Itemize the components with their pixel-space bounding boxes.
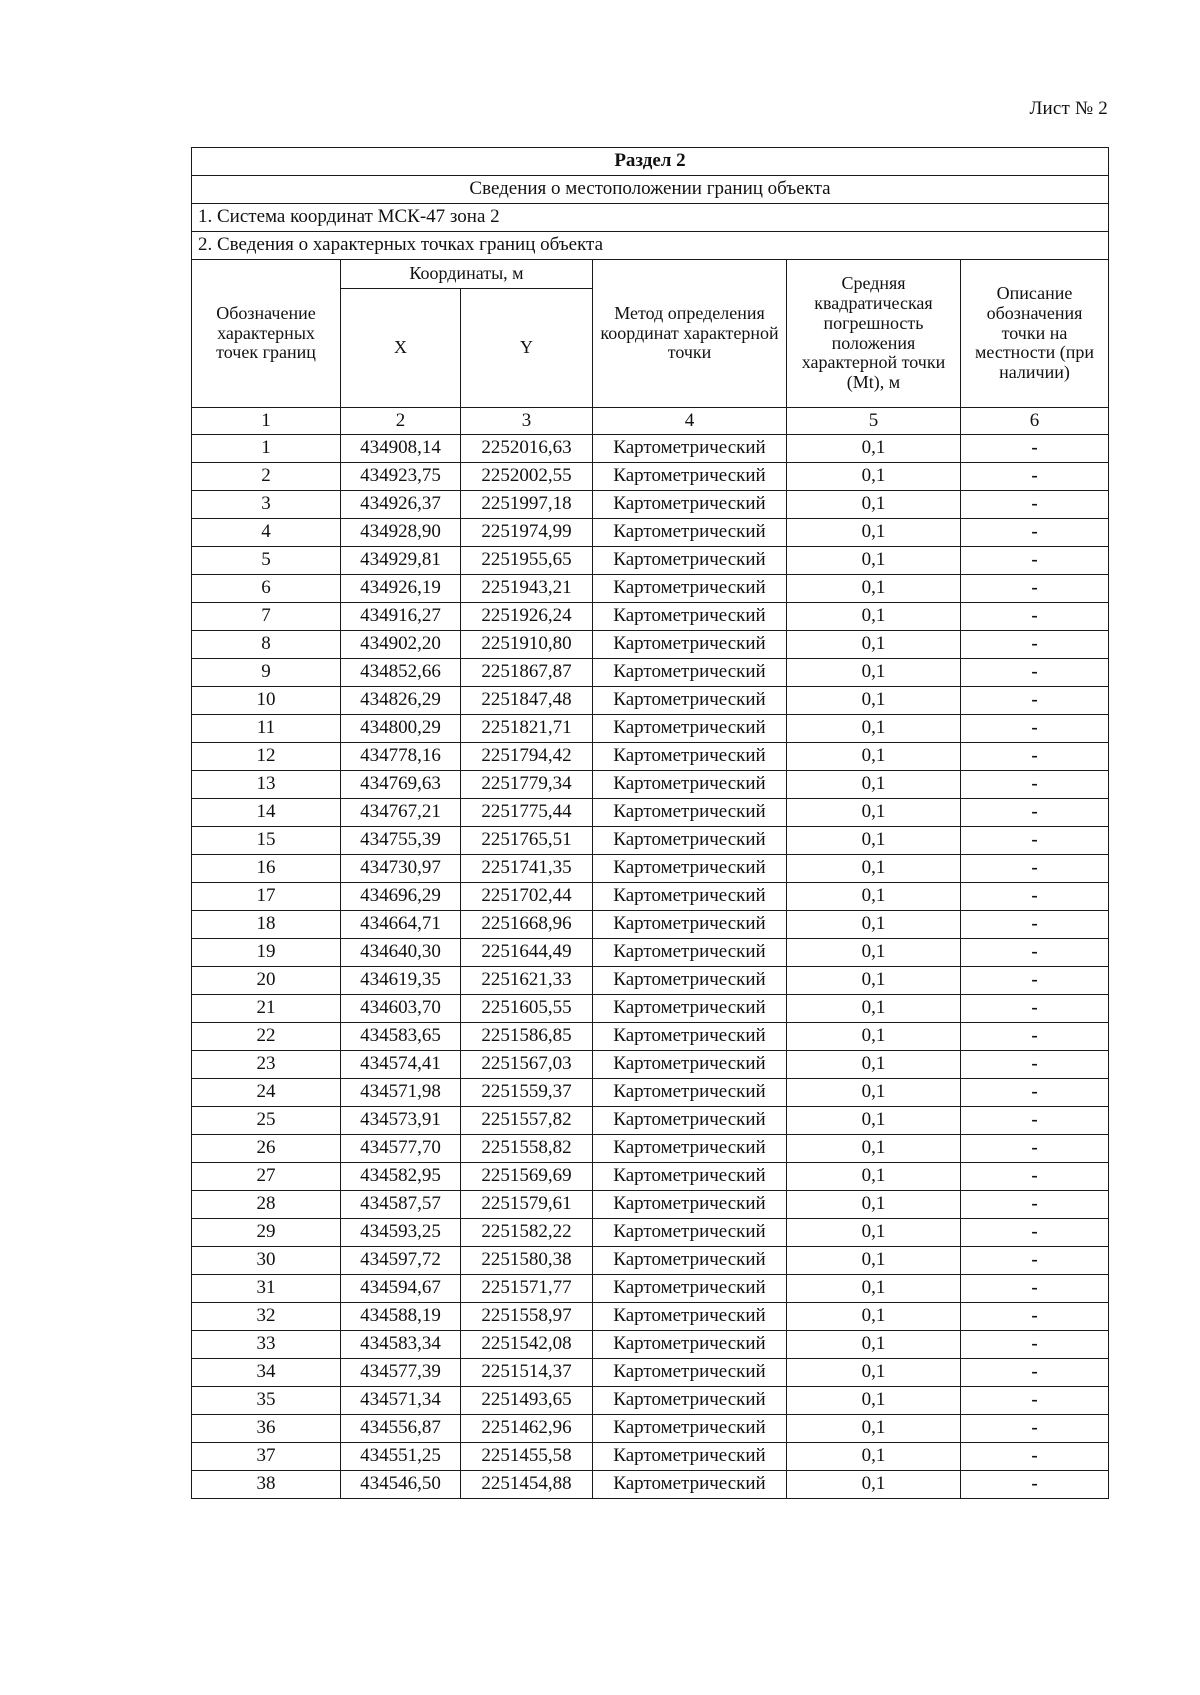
point-description: - (961, 743, 1109, 771)
coord-x: 434556,87 (341, 1415, 461, 1443)
coord-x: 434826,29 (341, 687, 461, 715)
table-row (192, 883, 1109, 911)
coord-y: 2251462,96 (461, 1415, 593, 1443)
header-designation: Обозначение характерных точек границ (192, 260, 341, 408)
point-description: - (961, 967, 1109, 995)
mean-error: 0,1 (787, 519, 961, 547)
point-number: 25 (192, 1107, 341, 1135)
coord-x: 434767,21 (341, 799, 461, 827)
coord-x: 434574,41 (341, 1051, 461, 1079)
coord-y: 2251542,08 (461, 1331, 593, 1359)
point-description: - (961, 1303, 1109, 1331)
point-description: - (961, 603, 1109, 631)
method: Картометрический (593, 1247, 787, 1275)
mean-error: 0,1 (787, 1331, 961, 1359)
table-row (192, 1051, 1109, 1079)
method: Картометрический (593, 1303, 787, 1331)
table-row (192, 855, 1109, 883)
coord-x: 434769,63 (341, 771, 461, 799)
mean-error: 0,1 (787, 687, 961, 715)
mean-error: 0,1 (787, 1359, 961, 1387)
coord-y: 2251579,61 (461, 1191, 593, 1219)
section-subtitle: Сведения о местоположении границ объекта (192, 176, 1109, 204)
point-description: - (961, 883, 1109, 911)
mean-error: 0,1 (787, 995, 961, 1023)
mean-error: 0,1 (787, 659, 961, 687)
point-description: - (961, 827, 1109, 855)
method: Картометрический (593, 771, 787, 799)
table-row (192, 911, 1109, 939)
coord-y: 2251558,97 (461, 1303, 593, 1331)
point-description: - (961, 799, 1109, 827)
mean-error: 0,1 (787, 1247, 961, 1275)
method: Картометрический (593, 715, 787, 743)
coord-x: 434640,30 (341, 939, 461, 967)
coord-x: 434594,67 (341, 1275, 461, 1303)
coord-y: 2251668,96 (461, 911, 593, 939)
header-y: Y (461, 289, 593, 408)
mean-error: 0,1 (787, 855, 961, 883)
point-description: - (961, 1331, 1109, 1359)
coord-x: 434755,39 (341, 827, 461, 855)
point-number: 37 (192, 1443, 341, 1471)
point-description: - (961, 1107, 1109, 1135)
coord-x: 434603,70 (341, 995, 461, 1023)
point-number: 33 (192, 1331, 341, 1359)
point-number: 7 (192, 603, 341, 631)
mean-error: 0,1 (787, 939, 961, 967)
column-number: 4 (593, 408, 787, 435)
point-description: - (961, 547, 1109, 575)
coord-y: 2251943,21 (461, 575, 593, 603)
point-number: 18 (192, 911, 341, 939)
table-row (192, 1079, 1109, 1107)
table-row (192, 547, 1109, 575)
mean-error: 0,1 (787, 771, 961, 799)
point-number: 9 (192, 659, 341, 687)
coord-y: 2251454,88 (461, 1471, 593, 1499)
coord-y: 2251580,38 (461, 1247, 593, 1275)
table-row (192, 1023, 1109, 1051)
point-number: 27 (192, 1163, 341, 1191)
point-number: 13 (192, 771, 341, 799)
column-number: 3 (461, 408, 593, 435)
table-row (192, 687, 1109, 715)
coord-x: 434551,25 (341, 1443, 461, 1471)
table-row (192, 659, 1109, 687)
method: Картометрический (593, 1415, 787, 1443)
coord-x: 434573,91 (341, 1107, 461, 1135)
method: Картометрический (593, 1163, 787, 1191)
table-row (192, 491, 1109, 519)
method: Картометрический (593, 1135, 787, 1163)
method: Картометрический (593, 995, 787, 1023)
point-description: - (961, 715, 1109, 743)
coord-x: 434546,50 (341, 1471, 461, 1499)
point-number: 14 (192, 799, 341, 827)
point-number: 19 (192, 939, 341, 967)
coord-y: 2251455,58 (461, 1443, 593, 1471)
point-description: - (961, 1247, 1109, 1275)
header-error: Средняя квадратическая погрешность положения характерной точки (Mt), м (787, 260, 961, 408)
method: Картометрический (593, 883, 787, 911)
coord-x: 434852,66 (341, 659, 461, 687)
method: Картометрический (593, 519, 787, 547)
table-row (192, 1415, 1109, 1443)
point-number: 29 (192, 1219, 341, 1247)
table-row (192, 1443, 1109, 1471)
coord-y: 2251514,37 (461, 1359, 593, 1387)
coord-y: 2251493,65 (461, 1387, 593, 1415)
coord-y: 2251847,48 (461, 687, 593, 715)
table-row (192, 995, 1109, 1023)
point-description: - (961, 911, 1109, 939)
point-number: 16 (192, 855, 341, 883)
point-description: - (961, 1359, 1109, 1387)
mean-error: 0,1 (787, 967, 961, 995)
table-row (192, 939, 1109, 967)
coord-x: 434916,27 (341, 603, 461, 631)
mean-error: 0,1 (787, 1163, 961, 1191)
point-number: 10 (192, 687, 341, 715)
table-row (192, 1331, 1109, 1359)
point-number: 31 (192, 1275, 341, 1303)
point-number: 30 (192, 1247, 341, 1275)
point-description: - (961, 1051, 1109, 1079)
coord-y: 2252016,63 (461, 435, 593, 463)
method: Картометрический (593, 799, 787, 827)
method: Картометрический (593, 827, 787, 855)
coord-x: 434664,71 (341, 911, 461, 939)
table-row (192, 1163, 1109, 1191)
coord-y: 2251586,85 (461, 1023, 593, 1051)
mean-error: 0,1 (787, 1415, 961, 1443)
point-description: - (961, 575, 1109, 603)
column-number: 1 (192, 408, 341, 435)
mean-error: 0,1 (787, 1023, 961, 1051)
coord-x: 434571,34 (341, 1387, 461, 1415)
mean-error: 0,1 (787, 827, 961, 855)
point-number: 3 (192, 491, 341, 519)
header-x: X (341, 289, 461, 408)
method: Картометрический (593, 603, 787, 631)
coord-x: 434593,25 (341, 1219, 461, 1247)
coord-y: 2251775,44 (461, 799, 593, 827)
point-number: 8 (192, 631, 341, 659)
coord-x: 434926,37 (341, 491, 461, 519)
point-description: - (961, 659, 1109, 687)
point-number: 32 (192, 1303, 341, 1331)
method: Картометрический (593, 491, 787, 519)
table-row (192, 771, 1109, 799)
mean-error: 0,1 (787, 911, 961, 939)
coord-x: 434588,19 (341, 1303, 461, 1331)
coord-x: 434908,14 (341, 435, 461, 463)
point-description: - (961, 1191, 1109, 1219)
point-number: 24 (192, 1079, 341, 1107)
coord-y: 2251571,77 (461, 1275, 593, 1303)
point-number: 34 (192, 1359, 341, 1387)
point-number: 38 (192, 1471, 341, 1499)
table-row (192, 1387, 1109, 1415)
point-number: 15 (192, 827, 341, 855)
table-row (192, 1275, 1109, 1303)
point-description: - (961, 855, 1109, 883)
boundary-points-table (191, 147, 1109, 1499)
point-description: - (961, 1443, 1109, 1471)
table-row (192, 603, 1109, 631)
mean-error: 0,1 (787, 1275, 961, 1303)
table-row (192, 743, 1109, 771)
mean-error: 0,1 (787, 1443, 961, 1471)
table-row (192, 1191, 1109, 1219)
coord-y: 2251582,22 (461, 1219, 593, 1247)
method: Картометрический (593, 435, 787, 463)
coord-y: 2251557,82 (461, 1107, 593, 1135)
coord-x: 434730,97 (341, 855, 461, 883)
header-method: Метод определения координат характерной точки (593, 260, 787, 408)
table-row (192, 715, 1109, 743)
method: Картометрический (593, 659, 787, 687)
header-description: Описание обозначения точки на местности (при наличии) (961, 260, 1109, 408)
method: Картометрический (593, 1359, 787, 1387)
point-number: 26 (192, 1135, 341, 1163)
column-numbers-row (192, 408, 1109, 435)
coord-x: 434778,16 (341, 743, 461, 771)
method: Картометрический (593, 1275, 787, 1303)
coord-x: 434577,39 (341, 1359, 461, 1387)
table-row (192, 799, 1109, 827)
method: Картометрический (593, 743, 787, 771)
point-description: - (961, 519, 1109, 547)
column-number: 5 (787, 408, 961, 435)
coord-x: 434902,20 (341, 631, 461, 659)
points-heading: 2. Сведения о характерных точках границ объекта (192, 232, 1109, 260)
point-number: 36 (192, 1415, 341, 1443)
point-description: - (961, 1163, 1109, 1191)
mean-error: 0,1 (787, 1387, 961, 1415)
point-number: 22 (192, 1023, 341, 1051)
point-number: 23 (192, 1051, 341, 1079)
point-description: - (961, 995, 1109, 1023)
mean-error: 0,1 (787, 1107, 961, 1135)
coord-y: 2251955,65 (461, 547, 593, 575)
point-description: - (961, 771, 1109, 799)
coord-x: 434619,35 (341, 967, 461, 995)
coord-y: 2251974,99 (461, 519, 593, 547)
point-number: 6 (192, 575, 341, 603)
coord-x: 434928,90 (341, 519, 461, 547)
coord-x: 434587,57 (341, 1191, 461, 1219)
point-number: 12 (192, 743, 341, 771)
mean-error: 0,1 (787, 1051, 961, 1079)
method: Картометрический (593, 1387, 787, 1415)
coordinate-system: 1. Система координат МСК-47 зона 2 (192, 204, 1109, 232)
method: Картометрический (593, 1023, 787, 1051)
mean-error: 0,1 (787, 575, 961, 603)
point-description: - (961, 687, 1109, 715)
method: Картометрический (593, 1471, 787, 1499)
method: Картометрический (593, 939, 787, 967)
coord-x: 434577,70 (341, 1135, 461, 1163)
point-description: - (961, 435, 1109, 463)
coord-y: 2251821,71 (461, 715, 593, 743)
table-row (192, 435, 1109, 463)
point-description: - (961, 1415, 1109, 1443)
method: Картометрический (593, 1107, 787, 1135)
mean-error: 0,1 (787, 1303, 961, 1331)
column-number: 2 (341, 408, 461, 435)
coord-y: 2251997,18 (461, 491, 593, 519)
coord-y: 2251605,55 (461, 995, 593, 1023)
coord-y: 2251779,34 (461, 771, 593, 799)
method: Картометрический (593, 1191, 787, 1219)
mean-error: 0,1 (787, 715, 961, 743)
coord-x: 434696,29 (341, 883, 461, 911)
coord-y: 2251621,33 (461, 967, 593, 995)
point-description: - (961, 1387, 1109, 1415)
method: Картометрический (593, 687, 787, 715)
mean-error: 0,1 (787, 631, 961, 659)
column-number: 6 (961, 408, 1109, 435)
point-number: 17 (192, 883, 341, 911)
mean-error: 0,1 (787, 1079, 961, 1107)
coord-y: 2251741,35 (461, 855, 593, 883)
coord-x: 434800,29 (341, 715, 461, 743)
mean-error: 0,1 (787, 1191, 961, 1219)
coord-y: 2251867,87 (461, 659, 593, 687)
coord-y: 2251644,49 (461, 939, 593, 967)
mean-error: 0,1 (787, 1219, 961, 1247)
mean-error: 0,1 (787, 883, 961, 911)
coord-y: 2251558,82 (461, 1135, 593, 1163)
mean-error: 0,1 (787, 463, 961, 491)
table-row (192, 631, 1109, 659)
point-number: 5 (192, 547, 341, 575)
point-description: - (961, 1275, 1109, 1303)
table-row (192, 463, 1109, 491)
point-number: 1 (192, 435, 341, 463)
mean-error: 0,1 (787, 603, 961, 631)
table-row (192, 519, 1109, 547)
mean-error: 0,1 (787, 547, 961, 575)
coord-x: 434926,19 (341, 575, 461, 603)
section-title: Раздел 2 (192, 148, 1109, 176)
mean-error: 0,1 (787, 435, 961, 463)
point-description: - (961, 463, 1109, 491)
table-row (192, 575, 1109, 603)
point-number: 28 (192, 1191, 341, 1219)
point-number: 35 (192, 1387, 341, 1415)
coord-y: 2251926,24 (461, 603, 593, 631)
table-row (192, 1219, 1109, 1247)
point-description: - (961, 939, 1109, 967)
method: Картометрический (593, 547, 787, 575)
table-row (192, 1135, 1109, 1163)
coord-x: 434583,34 (341, 1331, 461, 1359)
coord-y: 2251702,44 (461, 883, 593, 911)
point-description: - (961, 1219, 1109, 1247)
header-coordinates: Координаты, м (341, 260, 593, 289)
method: Картометрический (593, 1079, 787, 1107)
method: Картометрический (593, 911, 787, 939)
method: Картометрический (593, 575, 787, 603)
mean-error: 0,1 (787, 491, 961, 519)
table-row (192, 967, 1109, 995)
method: Картометрический (593, 967, 787, 995)
coord-x: 434582,95 (341, 1163, 461, 1191)
method: Картометрический (593, 1443, 787, 1471)
coord-x: 434571,98 (341, 1079, 461, 1107)
point-number: 4 (192, 519, 341, 547)
table-row (192, 1107, 1109, 1135)
point-description: - (961, 491, 1109, 519)
table-row (192, 1247, 1109, 1275)
table-row (192, 1471, 1109, 1499)
mean-error: 0,1 (787, 743, 961, 771)
mean-error: 0,1 (787, 1471, 961, 1499)
coord-y: 2252002,55 (461, 463, 593, 491)
point-number: 21 (192, 995, 341, 1023)
coord-y: 2251794,42 (461, 743, 593, 771)
coord-x: 434923,75 (341, 463, 461, 491)
mean-error: 0,1 (787, 799, 961, 827)
coord-x: 434583,65 (341, 1023, 461, 1051)
table-row (192, 1359, 1109, 1387)
point-description: - (961, 1023, 1109, 1051)
point-number: 11 (192, 715, 341, 743)
method: Картометрический (593, 1051, 787, 1079)
point-description: - (961, 631, 1109, 659)
table-row (192, 827, 1109, 855)
mean-error: 0,1 (787, 1135, 961, 1163)
method: Картометрический (593, 1331, 787, 1359)
method: Картометрический (593, 855, 787, 883)
method: Картометрический (593, 1219, 787, 1247)
coord-y: 2251569,69 (461, 1163, 593, 1191)
method: Картометрический (593, 631, 787, 659)
method: Картометрический (593, 463, 787, 491)
coord-y: 2251910,80 (461, 631, 593, 659)
point-number: 20 (192, 967, 341, 995)
coord-x: 434929,81 (341, 547, 461, 575)
point-description: - (961, 1471, 1109, 1499)
point-number: 2 (192, 463, 341, 491)
coord-y: 2251567,03 (461, 1051, 593, 1079)
coord-x: 434597,72 (341, 1247, 461, 1275)
coord-y: 2251559,37 (461, 1079, 593, 1107)
point-description: - (961, 1135, 1109, 1163)
table-row (192, 1303, 1109, 1331)
point-description: - (961, 1079, 1109, 1107)
sheet-number: Лист № 2 (1029, 98, 1108, 119)
coord-y: 2251765,51 (461, 827, 593, 855)
